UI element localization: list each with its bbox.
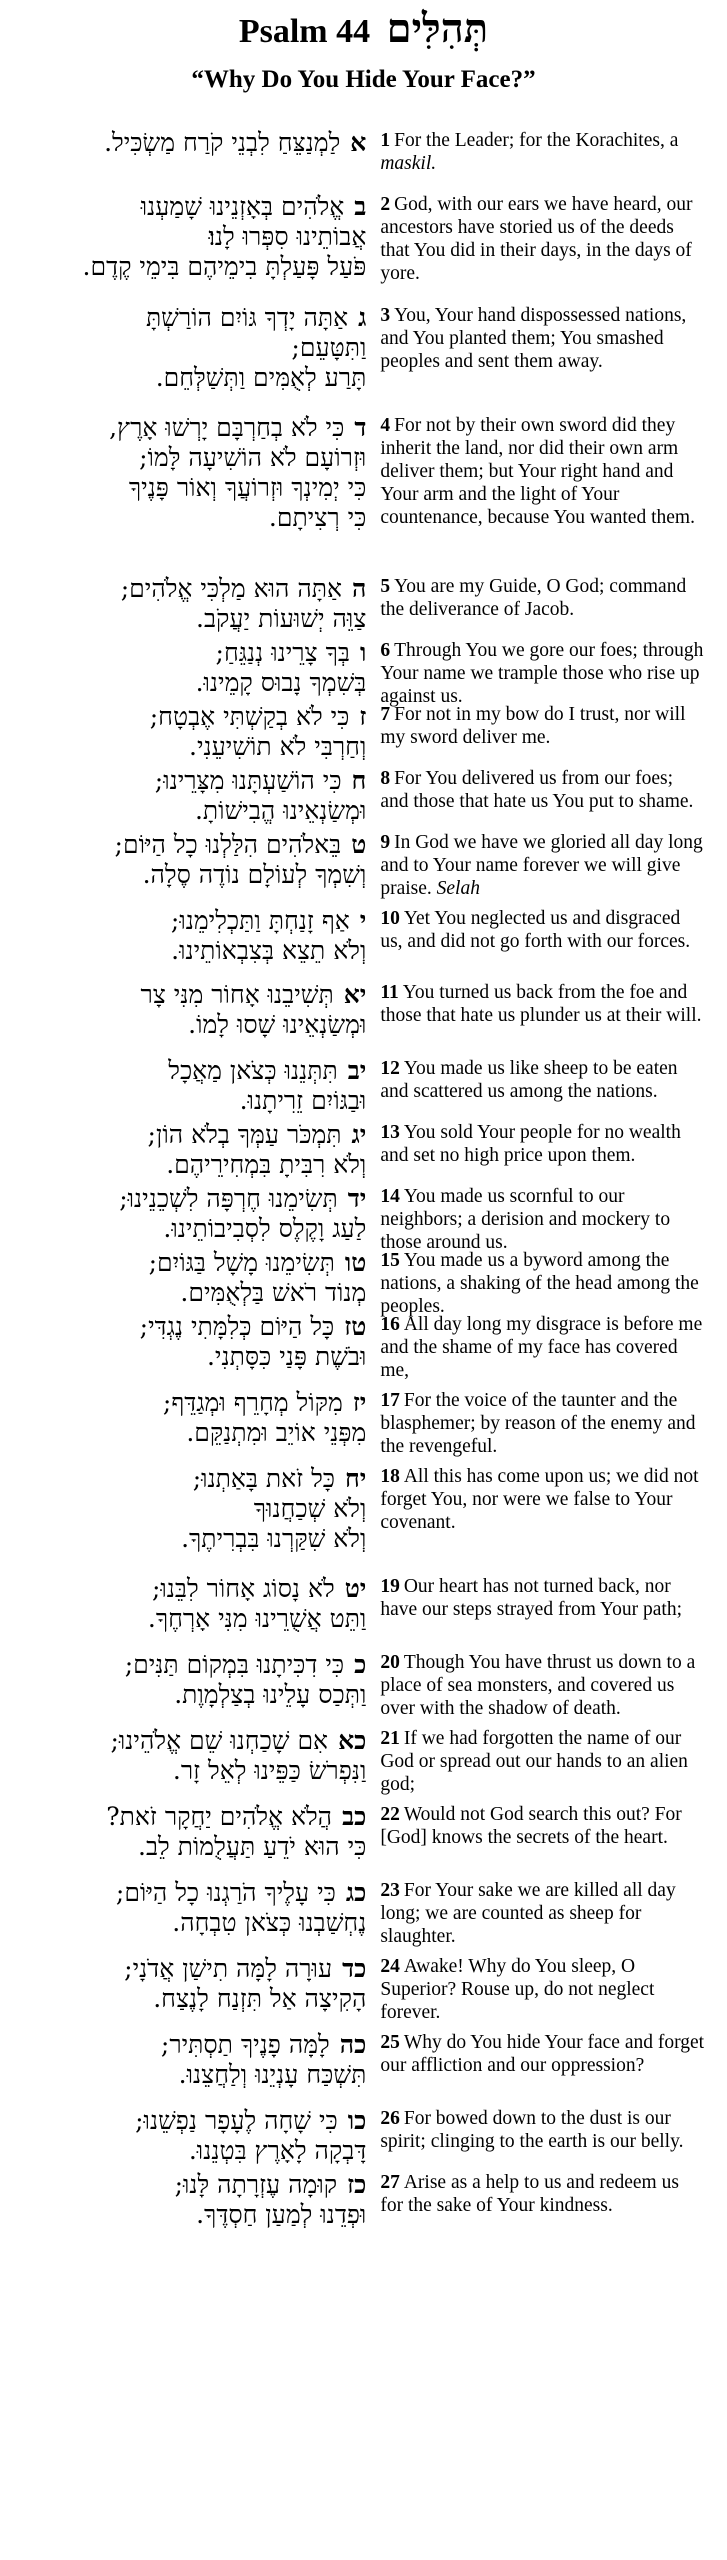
hebrew-line xyxy=(22,1312,366,1342)
hebrew-text: פֹּעַל פָּעַלְתָּ בִימֵיהֶם בִּימֵי קֶדֶם. xyxy=(82,252,367,281)
verse-english xyxy=(380,413,705,529)
verse-number: 4 xyxy=(380,415,391,436)
hebrew-line xyxy=(22,1120,366,1150)
hebrew-line xyxy=(22,413,366,443)
hebrew-text: כִּי רְצִיתָם. xyxy=(268,503,367,532)
hebrew-verse-number: טו xyxy=(344,1248,367,1277)
verse-english xyxy=(380,1802,705,1849)
hebrew-line xyxy=(22,2030,366,2060)
english-text: For You delivered us from our foes; and those that hate us You put to shame. xyxy=(380,768,694,812)
hebrew-text: בֵּאלֹהִים הִלַּלְנוּ כָל הַיּוֹם; xyxy=(114,830,342,859)
verse-english xyxy=(380,1650,705,1720)
verse-row xyxy=(22,906,705,980)
hebrew-text: וּבֹשֶׁת פָּנַי כִּסָּתְנִי. xyxy=(206,1342,367,1371)
verse-hebrew xyxy=(22,1120,368,1180)
verse-english xyxy=(380,980,705,1027)
verse-hebrew xyxy=(22,1248,368,1308)
hebrew-text: תִּתְּנֵנוּ כְּצֹאן מַאֲכָל xyxy=(168,1056,338,1085)
hebrew-line xyxy=(22,1086,366,1116)
hebrew-line xyxy=(22,128,366,158)
hebrew-line xyxy=(22,1388,366,1418)
hebrew-text: וְלֹא רִבִּיתָ בִּמְחִירֵיהֶם. xyxy=(166,1150,367,1179)
hebrew-text: וְלֹא שִׁקַּרְנוּ בִּבְרִיתֶךָ. xyxy=(181,1524,367,1553)
verse-number: 6 xyxy=(380,640,391,661)
hebrew-verse-number: כו xyxy=(347,2106,367,2135)
hebrew-line xyxy=(22,303,366,333)
hebrew-text: מִקּוֹל מְחָרֵף וּמְגַדֵּף; xyxy=(162,1388,343,1417)
english-text: You sold Your people for no wealth and set no high price upon them. xyxy=(380,1122,681,1166)
hebrew-line xyxy=(22,1214,366,1244)
hebrew-text: וּמְשַׂנְאֵינוּ הֱבִישׁוֹתָ. xyxy=(194,796,367,825)
verse-hebrew xyxy=(22,830,368,890)
hebrew-line xyxy=(22,222,366,252)
hebrew-line xyxy=(22,1604,366,1634)
hebrew-text: וַנִּפְרֹשׂ כַּפֵּינוּ לְאֵל זָר. xyxy=(172,1756,367,1785)
verse-english xyxy=(380,702,705,749)
verse-english xyxy=(380,1954,705,2024)
verse-number: 2 xyxy=(380,194,391,215)
hebrew-text: תְּשִׁיבֵנוּ אָחוֹר מִנִּי צָר xyxy=(140,980,334,1009)
english-text: Awake! Why do You sleep, O Superior? Rouse up, do not neglect forever. xyxy=(380,1956,655,2023)
hebrew-line xyxy=(22,766,366,796)
verse-row xyxy=(22,638,705,707)
hebrew-text: צַוֵּה יְשׁוּעוֹת יַעֲקֹב. xyxy=(196,604,367,633)
english-text: You made us like sheep to be eaten and scattered us among the nations. xyxy=(380,1058,678,1102)
hebrew-text: וַתִּטָּעֵם; xyxy=(291,333,367,362)
hebrew-verse-number: כא xyxy=(338,1726,367,1755)
hebrew-line xyxy=(22,1680,366,1710)
verse-number: 12 xyxy=(380,1058,400,1079)
hebrew-text: וּבַגּוֹיִם זֵרִיתָנוּ. xyxy=(239,1086,367,1115)
verse-english xyxy=(380,574,705,621)
hebrew-text: כִּי לֹא בְקַשְׁתִּי אֶבְטָח; xyxy=(149,702,350,731)
hebrew-line xyxy=(22,2200,366,2230)
verse-row xyxy=(22,2030,705,2106)
hebrew-line xyxy=(22,2170,366,2200)
hebrew-line xyxy=(22,980,366,1010)
verse-hebrew xyxy=(22,702,368,762)
verse-hebrew xyxy=(22,766,368,826)
verse-row xyxy=(22,1574,705,1650)
verse-number: 7 xyxy=(380,704,391,725)
hebrew-line xyxy=(22,2060,366,2090)
hebrew-verse-number: א xyxy=(350,128,367,157)
verse-row xyxy=(22,303,705,413)
hebrew-line xyxy=(22,702,366,732)
verse-hebrew xyxy=(22,303,368,393)
hebrew-line xyxy=(22,192,366,222)
english-text: For not in my bow do I trust, nor will my sword deliver me. xyxy=(380,704,686,748)
hebrew-verse-number: כה xyxy=(339,2030,367,2059)
verse-english xyxy=(380,1726,705,1796)
english-text: Arise as a help to us and redeem us for the sake of Your kindness. xyxy=(380,2172,679,2216)
hebrew-verse-number: ו xyxy=(359,638,367,667)
hebrew-verse-number: כ xyxy=(354,1650,367,1679)
page-header xyxy=(22,0,705,58)
verse-english xyxy=(380,830,705,900)
hebrew-text: אֲבוֹתֵינוּ סִפְּרוּ לָנוּ׃ xyxy=(208,222,367,251)
hebrew-text: לֹא נָסוֹג אָחוֹר לִבֵּנוּ; xyxy=(151,1574,335,1603)
hebrew-line xyxy=(22,2106,366,2136)
hebrew-line xyxy=(22,1726,366,1756)
verse-hebrew xyxy=(22,1726,368,1786)
verse-number: 21 xyxy=(380,1728,400,1749)
hebrew-line xyxy=(22,1464,366,1494)
verse-number: 1 xyxy=(380,130,391,151)
hebrew-verse-number: כג xyxy=(345,1878,367,1907)
hebrew-line xyxy=(22,1150,366,1180)
verse-number: 24 xyxy=(380,1956,400,1977)
hebrew-line xyxy=(22,1056,366,1086)
hebrew-text: בְּשִׁמְךָ נָבוּס קָמֵינוּ. xyxy=(195,668,367,697)
verse-hebrew xyxy=(22,1878,368,1938)
english-text: You turned us back from the foe and those that hate us plunder us at their will. xyxy=(380,982,702,1026)
hebrew-text: כִּי הוּא יֹדֵעַ תַּעֲלֻמוֹת לֵב. xyxy=(138,1832,367,1861)
english-text: You, Your hand dispossessed nations, and You planted them; You smashed peoples and sent them away. xyxy=(380,305,687,372)
verse-number: 18 xyxy=(380,1466,400,1487)
verse-number: 14 xyxy=(380,1186,400,1207)
hebrew-line xyxy=(22,1278,366,1308)
hebrew-text: וַתֵּט אֲשֻׁרֵינוּ מִנִּי אָרְחֶךָ. xyxy=(147,1604,367,1633)
hebrew-text: קוּמָה עֶזְרָתָה לָּנוּ; xyxy=(174,2170,338,2199)
hebrew-line xyxy=(22,503,366,533)
hebrew-text: כָּל הַיּוֹם כְּלִמָּתִי נֶגְדִּי; xyxy=(139,1312,335,1341)
hebrew-verse-number: יח xyxy=(344,1464,367,1493)
verse-row xyxy=(22,980,705,1056)
verse-english xyxy=(380,1056,705,1103)
verse-hebrew xyxy=(22,2106,368,2166)
verse-english xyxy=(380,1464,705,1534)
verse-hebrew xyxy=(22,574,368,634)
verse-hebrew xyxy=(22,128,368,158)
verse-english xyxy=(380,1248,705,1318)
verse-row xyxy=(22,128,705,192)
hebrew-text: וּזְרוֹעָם לֹא הוֹשִׁיעָה לָּמוֹ; xyxy=(139,443,367,472)
english-italic-text: Selah xyxy=(436,878,480,899)
english-text: God, with our ears we have heard, our ancestors have storied us of the deeds that You did in their days, in the days of yore. xyxy=(380,194,693,284)
hebrew-verse-number: יד xyxy=(347,1184,367,1213)
verse-number: 3 xyxy=(380,305,391,326)
hebrew-text: הָקִיצָה אַל תִּזְנַח לָנֶצַח. xyxy=(153,1984,367,2013)
verse-list xyxy=(22,128,705,2234)
verse-hebrew xyxy=(22,413,368,533)
hebrew-text: כָּל זֹאת בָּאַתְנוּ; xyxy=(192,1464,335,1493)
verse-english xyxy=(380,1574,705,1621)
hebrew-text: תִּשְׁכַּח עָנְיֵנוּ וְלַחֲצֵנוּ. xyxy=(178,2060,367,2089)
verse-row xyxy=(22,2170,705,2234)
english-text: You made us a byword among the nations, a shaking of the head among the peoples. xyxy=(380,1250,699,1317)
verse-english xyxy=(380,906,705,953)
verse-number: 11 xyxy=(380,982,399,1003)
verse-hebrew xyxy=(22,1388,368,1448)
hebrew-text: תְּשִׂימֵנוּ מָשָׁל בַּגּוֹיִם; xyxy=(148,1248,335,1277)
hebrew-verse-number: ד xyxy=(354,413,367,442)
verse-row xyxy=(22,1388,705,1464)
verse-english xyxy=(380,1120,705,1167)
verse-row xyxy=(22,1802,705,1878)
verse-number: 9 xyxy=(380,832,391,853)
verse-row xyxy=(22,1878,705,1954)
verse-row xyxy=(22,2106,705,2170)
english-text: All day long my disgrace is before me and the shame of my face has covered me, xyxy=(380,1314,703,1381)
english-text: In God we have we gloried all day long and to Your name forever we will give praise. xyxy=(380,832,703,899)
verse-row xyxy=(22,766,705,830)
hebrew-line xyxy=(22,1802,366,1832)
verse-number: 13 xyxy=(380,1122,400,1143)
verse-english xyxy=(380,192,705,285)
hebrew-line xyxy=(22,1756,366,1786)
verse-english xyxy=(380,2030,705,2077)
hebrew-text: עוּרָה לָמָּה תִישַׁן אֲדֹנָי; xyxy=(124,1954,333,1983)
verse-number: 5 xyxy=(380,576,391,597)
hebrew-verse-number: ח xyxy=(351,766,367,795)
verse-row xyxy=(22,192,705,303)
verse-english xyxy=(380,1388,705,1458)
hebrew-line xyxy=(22,906,366,936)
verse-number: 23 xyxy=(380,1880,400,1901)
hebrew-line xyxy=(22,473,366,503)
verse-number: 27 xyxy=(380,2172,400,2193)
hebrew-text: תְּשִׂימֵנוּ חֶרְפָּה לִשְׁכֵנֵינוּ; xyxy=(119,1184,338,1213)
verse-hebrew xyxy=(22,1574,368,1634)
verse-number: 15 xyxy=(380,1250,400,1271)
english-text: Why do You hide Your face and forget our affliction and our oppression? xyxy=(380,2032,705,2076)
verse-english xyxy=(380,128,705,175)
verse-number: 22 xyxy=(380,1804,400,1825)
hebrew-text: כִּי יְמִינְךָ וּזְרוֹעֲךָ וְאוֹר פָּנֶיךָ xyxy=(128,473,367,502)
hebrew-verse-number: ט xyxy=(351,830,367,859)
hebrew-line xyxy=(22,1908,366,1938)
hebrew-line xyxy=(22,796,366,826)
page-subtitle: “Why Do You Hide Your Face?” xyxy=(191,66,536,93)
english-text: You made us scornful to our neighbors; a derision and mockery to those around us. xyxy=(380,1186,671,1253)
hebrew-text: לָמָּה פָנֶיךָ תַסְתִּיר; xyxy=(160,2030,330,2059)
verse-number: 20 xyxy=(380,1652,400,1673)
hebrew-verse-number: י xyxy=(359,906,367,935)
hebrew-verse-number: יא xyxy=(343,980,367,1009)
verse-english xyxy=(380,1878,705,1948)
hebrew-text: וּמְשַׂנְאֵינוּ שָׁסוּ לָמוֹ. xyxy=(188,1010,367,1039)
hebrew-line xyxy=(22,1984,366,2014)
verse-row xyxy=(22,1954,705,2030)
hebrew-text: הֲלֹא אֱלֹהִים יַחֲקָר זֹאת? xyxy=(106,1802,333,1831)
hebrew-text: כִּי שָׁחָה לֶעָפָר נַפְשֵׁנוּ; xyxy=(135,2106,338,2135)
english-text: If we had forgotten the name of our God or spread out our hands to an alien god; xyxy=(380,1728,688,1795)
hebrew-text: אַף זָנַחְתָּ וַתַּכְלִימֵנוּ; xyxy=(170,906,350,935)
hebrew-line xyxy=(22,443,366,473)
hebrew-text: לַעַג וָקֶלֶס לִסְבִיבוֹתֵינוּ. xyxy=(163,1214,367,1243)
verse-number: 26 xyxy=(380,2108,400,2129)
hebrew-line xyxy=(22,830,366,860)
verse-english xyxy=(380,303,705,373)
verse-number: 25 xyxy=(380,2032,400,2053)
hebrew-line xyxy=(22,668,366,698)
verse-row xyxy=(22,1726,705,1802)
hebrew-text: בְּךָ צָרֵינוּ נְנַגֵּחַ; xyxy=(215,638,350,667)
hebrew-text: מְנוֹד רֹאשׁ בַּלְאֻמִּים. xyxy=(180,1278,367,1307)
hebrew-line xyxy=(22,1342,366,1372)
hebrew-verse-number: כב xyxy=(342,1802,367,1831)
hebrew-text: לַמְנַצֵּחַ לִבְנֵי קֹרַח מַשְׂכִּיל. xyxy=(104,128,341,157)
english-text: Through You we gore our foes; through Your name we trample those who rise up against us. xyxy=(380,640,704,707)
verse-hebrew xyxy=(22,906,368,966)
verse-english xyxy=(380,766,705,813)
verse-hebrew xyxy=(22,1802,368,1862)
verse-hebrew xyxy=(22,1464,368,1554)
hebrew-text: כִּי לֹא בְחַרְבָּם יָרְשׁוּ אָרֶץ, xyxy=(109,413,345,442)
hebrew-line xyxy=(22,1010,366,1040)
hebrew-text: אִם שָׁכַחְנוּ שֵׁם אֱלֹהֵינוּ; xyxy=(110,1726,329,1755)
hebrew-line xyxy=(22,1524,366,1554)
hebrew-line xyxy=(22,1574,366,1604)
verse-hebrew xyxy=(22,638,368,698)
hebrew-verse-number: כד xyxy=(342,1954,367,1983)
verse-hebrew xyxy=(22,1312,368,1372)
verse-row xyxy=(22,1464,705,1574)
hebrew-verse-number: ג xyxy=(358,303,367,332)
hebrew-text: אַתָּה יָדְךָ גּוֹיִם הוֹרַשְׁתָּ xyxy=(145,303,349,332)
verse-english xyxy=(380,2170,705,2217)
verse-row xyxy=(22,1248,705,1317)
hebrew-verse-number: יז xyxy=(352,1388,367,1417)
hebrew-text: כִּי דִכִּיתָנוּ בִּמְקוֹם תַּנִּים; xyxy=(124,1650,345,1679)
hebrew-line xyxy=(22,1184,366,1214)
english-text: For not by their own sword did they inherit the land, nor did their own arm deliver them; but Your right hand and Your arm and the light of Your countenance, because You wanted them. xyxy=(380,415,695,528)
hebrew-line xyxy=(22,1494,366,1524)
hebrew-text: נֶחְשַׁבְנוּ כְּצֹאן טִבְחָה. xyxy=(172,1908,367,1937)
verse-row xyxy=(22,574,705,638)
verse-english xyxy=(380,638,705,708)
verse-hebrew xyxy=(22,1056,368,1116)
hebrew-verse-number: כז xyxy=(347,2170,367,2199)
hebrew-line xyxy=(22,1878,366,1908)
hebrew-text: אֱלֹהִים בְּאָזְנֵינוּ שָׁמַעְנוּ xyxy=(140,192,345,221)
hebrew-line xyxy=(22,604,366,634)
verse-row xyxy=(22,1056,705,1120)
english-text: Yet You neglected us and disgraced us, and did not go forth with our forces. xyxy=(380,908,691,952)
hebrew-text: תָּרַע לְאֻמִּים וַתְּשַׁלְּחֵם. xyxy=(155,363,367,392)
hebrew-text: אַתָּה הוּא מַלְכִּי אֱלֹהִים; xyxy=(120,574,342,603)
english-text: Would not God search this out? For [God] knows the secrets of the heart. xyxy=(380,1804,682,1848)
title-english: Psalm 44 xyxy=(238,13,371,50)
verse-hebrew xyxy=(22,192,368,282)
verse-number: 8 xyxy=(380,768,391,789)
verse-number: 16 xyxy=(380,1314,400,1335)
verse-hebrew xyxy=(22,980,368,1040)
verse-english xyxy=(380,1184,705,1254)
verse-row xyxy=(22,1650,705,1726)
verse-hebrew xyxy=(22,2170,368,2230)
english-text: For the Leader; for the Korachites, a xyxy=(394,130,679,151)
hebrew-text: תִּמְכֹּר עַמְּךָ בְלֹא הוֹן; xyxy=(147,1120,342,1149)
hebrew-line xyxy=(22,1418,366,1448)
verse-english xyxy=(380,1312,705,1382)
hebrew-verse-number: ז xyxy=(359,702,367,731)
english-text: For the voice of the taunter and the blasphemer; by reason of the enemy and the revengeful. xyxy=(380,1390,696,1457)
hebrew-verse-number: יט xyxy=(344,1574,367,1603)
hebrew-line xyxy=(22,1954,366,1984)
verse-row xyxy=(22,830,705,906)
hebrew-text: כִּי הוֹשַׁעְתָּנוּ מִצָּרֵינוּ; xyxy=(154,766,342,795)
hebrew-text: וְלֹא תֵצֵא בְּצִבְאוֹתֵינוּ. xyxy=(171,936,367,965)
hebrew-verse-number: ה xyxy=(351,574,367,603)
hebrew-verse-number: יב xyxy=(347,1056,367,1085)
hebrew-line xyxy=(22,574,366,604)
hebrew-text: וּפְדֵנוּ לְמַעַן חַסְדֶּךָ. xyxy=(196,2200,367,2229)
hebrew-text: וְשִׁמְךָ לְעוֹלָם נוֹדֶה סֶלָה. xyxy=(142,860,367,889)
hebrew-line xyxy=(22,936,366,966)
verse-number: 17 xyxy=(380,1390,400,1411)
hebrew-verse-number: ב xyxy=(354,192,367,221)
verse-hebrew xyxy=(22,1954,368,2014)
hebrew-line xyxy=(22,638,366,668)
english-text: You are my Guide, O God; command the deliverance of Jacob. xyxy=(380,576,687,620)
hebrew-line xyxy=(22,2136,366,2166)
english-text: Our heart has not turned back, nor have our steps strayed from Your path; xyxy=(380,1576,683,1620)
verse-number: 19 xyxy=(380,1576,400,1597)
english-text: All this has come upon us; we did not forget You, nor were we false to Your covenant. xyxy=(380,1466,699,1533)
english-text: For Your sake we are killed all day long; we are counted as sheep for slaughter. xyxy=(380,1880,676,1947)
page-title xyxy=(22,8,705,53)
hebrew-line xyxy=(22,333,366,363)
hebrew-verse-number: טז xyxy=(344,1312,367,1341)
verse-hebrew xyxy=(22,2030,368,2090)
verse-row xyxy=(22,1120,705,1184)
hebrew-text: דָּבְקָה לָאָרֶץ בִּטְנֵנוּ. xyxy=(188,2136,367,2165)
hebrew-text: וְחַרְבִּי לֹא תוֹשִׁיעֵנִי. xyxy=(189,732,367,761)
hebrew-text: וַתְּכַס עָלֵינוּ בְצַלְמָוֶת. xyxy=(174,1680,367,1709)
verse-english xyxy=(380,2106,705,2153)
hebrew-text: מִפְּנֵי אוֹיֵב וּמִתְנַקֵּם. xyxy=(186,1418,367,1447)
verse-row xyxy=(22,413,705,574)
verse-row xyxy=(22,702,705,766)
english-text: For bowed down to the dust is our spirit; clinging to the earth is our belly. xyxy=(380,2108,684,2152)
hebrew-line xyxy=(22,732,366,762)
hebrew-line xyxy=(22,1832,366,1862)
hebrew-line xyxy=(22,363,366,393)
hebrew-line xyxy=(22,860,366,890)
hebrew-text: כִּי עָלֶיךָ הֹרַגְנוּ כָל הַיּוֹם; xyxy=(115,1878,336,1907)
verse-number: 10 xyxy=(380,908,400,929)
english-text: Though You have thrust us down to a place of sea monsters, and covered us over with the shadow of death. xyxy=(380,1652,696,1719)
title-hebrew: תְּהִלִּים xyxy=(386,6,489,51)
hebrew-line xyxy=(22,1248,366,1278)
hebrew-line xyxy=(22,1650,366,1680)
verse-hebrew xyxy=(22,1184,368,1244)
hebrew-verse-number: יג xyxy=(351,1120,367,1149)
hebrew-line xyxy=(22,252,366,282)
english-italic-text: maskil. xyxy=(380,153,437,174)
verse-row xyxy=(22,1312,705,1388)
hebrew-text: וְלֹא שְׁכַחֲנוּךָ xyxy=(253,1494,367,1523)
verse-row xyxy=(22,1184,705,1253)
verse-hebrew xyxy=(22,1650,368,1710)
